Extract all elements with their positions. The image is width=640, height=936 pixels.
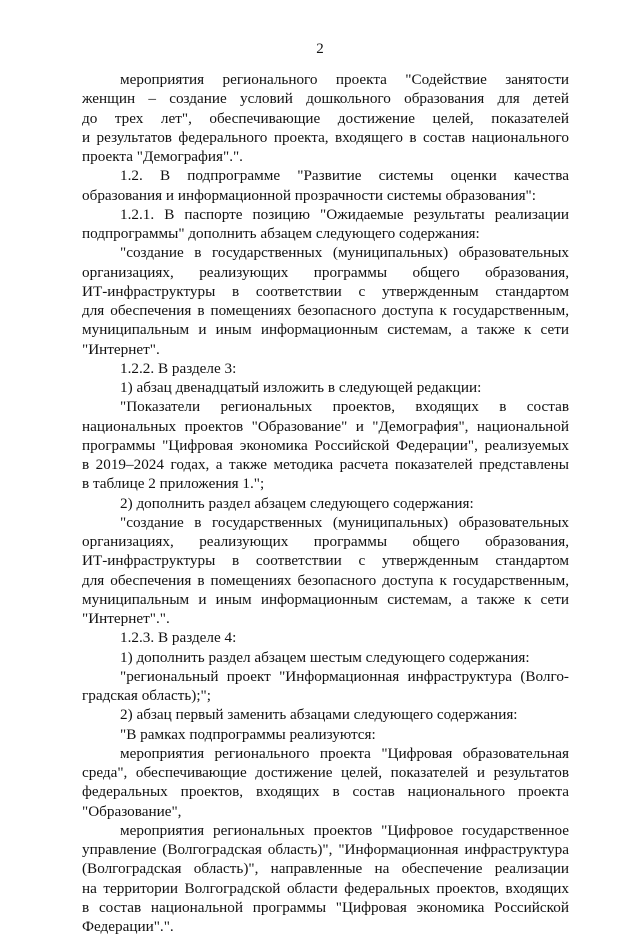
text-line: муниципальным и иным информационным системам, а также к сети [82, 321, 569, 339]
document-body [82, 70, 569, 936]
text-line: "создание в государственных (муниципальных) образовательных [120, 513, 569, 531]
text-line: ИТ-инфраструктуры в соответствии с утвержденным стандартом [82, 282, 569, 300]
text-line: мероприятия регионального проекта "Цифровая образовательная [120, 744, 569, 762]
text-line: управление (Волгоградская область)", "Информационная инфраструктура [82, 841, 569, 858]
text-line: женщин – создание условий дошкольного образования для детей [82, 90, 569, 108]
text-line: в состав национальной программы "Цифровая экономика Российской [82, 898, 569, 916]
text-line: (Волгоградская область)", направленные на обеспечение реализации [82, 860, 569, 878]
text-line: Федерации".". [82, 918, 174, 935]
text-line: 2) абзац первый заменить абзацами следующего содержания: [120, 706, 518, 724]
text-line: 1) дополнить раздел абзацем шестым следующего содержания: [120, 648, 530, 666]
text-line: образования и информационной прозрачности системы образования": [82, 186, 536, 204]
text-line: 1) абзац двенадцатый изложить в следующей редакции: [120, 379, 482, 396]
text-line: "В рамках подпрограммы реализуются: [120, 725, 376, 743]
text-line: "Интернет".". [82, 610, 170, 627]
text-line: ИТ-инфраструктуры в соответствии с утвержденным стандартом [82, 552, 569, 570]
text-line: мероприятия регионального проекта "Содействие занятости [120, 71, 569, 88]
text-line: "Образование", [82, 802, 182, 820]
text-line: организациях, реализующих программы общего образования, [82, 533, 569, 550]
text-line: в 2019–2024 годах, а также методика расчета показателей представлены [82, 456, 569, 473]
text-line: "Показатели региональных проектов, входящих в состав [120, 398, 569, 416]
text-line: 1.2.2. В разделе 3: [120, 359, 237, 377]
text-line: программы "Цифровая экономика Российской Федерации", реализуемых [82, 436, 569, 454]
text-line: мероприятия региональных проектов "Цифровое государственное [120, 821, 569, 839]
text-line: организациях, реализующих программы общего образования, [82, 263, 569, 281]
text-line: "Интернет". [82, 340, 160, 358]
text-line: в таблице 2 приложения 1."; [82, 475, 265, 493]
text-line: 2) дополнить раздел абзацем следующего содержания: [120, 494, 474, 512]
text-line: федеральных проектов, входящих в состав национального проекта [82, 783, 569, 801]
text-line: и результатов федерального проекта, входящего в состав национального [82, 128, 569, 146]
text-line: "создание в государственных (муниципальных) образовательных [120, 244, 569, 262]
text-line: подпрограммы" дополнить абзацем следующего содержания: [82, 225, 480, 242]
text-line: национальных проектов "Образование" и "Демография", национальной [82, 417, 569, 435]
text-line: для обеспечения в помещениях безопасного доступа к государственным, [82, 302, 569, 319]
text-line: для обеспечения в помещениях безопасного доступа к государственным, [82, 571, 569, 589]
page-number: 2 [316, 41, 324, 57]
text-line: "региональный проект "Информационная инфраструктура (Волго- [120, 667, 569, 685]
text-line: 1.2.1. В паспорте позицию "Ожидаемые результаты реализации [120, 205, 569, 223]
text-line: градская область);"; [82, 687, 211, 704]
text-line: среда", обеспечивающие достижение целей, показателей и результатов [82, 764, 569, 781]
text-line: до трех лет", обеспечивающие достижение целей, показателей [82, 109, 569, 127]
text-line: муниципальным и иным информационным системам, а также к сети [82, 590, 569, 608]
text-line: 1.2.3. В разделе 4: [120, 629, 237, 647]
text-line: проекта "Демография".". [82, 148, 243, 165]
text-line: на территории Волгоградской области федеральных проектов, входящих [82, 879, 569, 897]
text-line: 1.2. В подпрограмме "Развитие системы оценки качества [120, 167, 569, 185]
